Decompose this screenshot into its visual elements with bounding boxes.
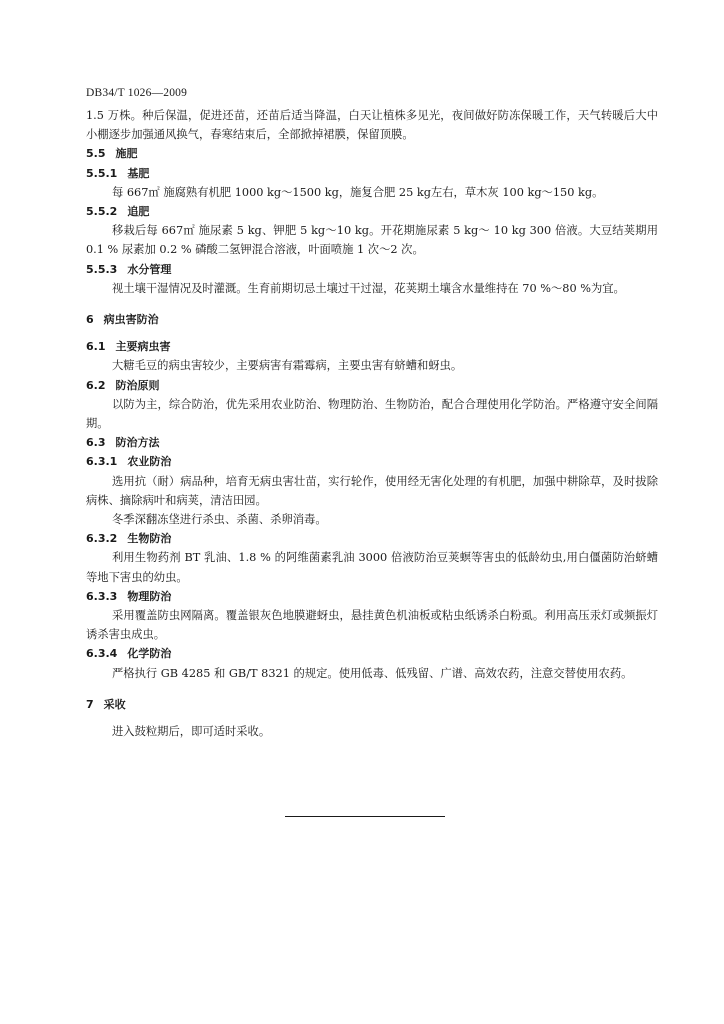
heading-5-5-1 xyxy=(86,164,658,183)
heading-title: 采收 xyxy=(103,697,126,711)
heading-title: 化学防治 xyxy=(127,647,172,661)
heading-title: 追肥 xyxy=(127,205,150,219)
heading-6-1 xyxy=(86,337,658,356)
intro-paragraph: 1.5 万株。种后保温，促进还苗，还苗后适当降温，白天让植株多见光，夜间做好防冻保暖工作，天气转暖后大中小棚逐步加强通风换气，春寒结束后，全部掀掉裙膜，保留顶膜。 xyxy=(86,109,658,142)
paragraph-control-principle: 以防为主，综合防治，优先采用农业防治、物理防治、生物防治，配合合理使用化学防治。严格遵守安全间隔期。 xyxy=(86,397,658,431)
paragraph-physical-control: 采用覆盖防虫网隔离。覆盖银灰色地膜避蚜虫，悬挂黄色机油板或粘虫纸诱杀白粉虱。利用高压汞灯或频振灯诱杀害虫成虫。 xyxy=(86,609,658,642)
heading-6-3-2 xyxy=(86,529,658,548)
heading-6-3-3 xyxy=(86,587,658,606)
heading-6-2 xyxy=(86,376,658,395)
paragraph-topdressing: 移栽后每 667㎡ 施尿素 5 kg、钾肥 5 kg～10 kg。开花期施尿素 5 kg～ 10 kg 300 倍液。大豆结荚期用 0.1 % 尿素加 0.2 % 磷酸二氢钾混合溶液，叶面喷施 1 次～2 次。 xyxy=(86,224,658,257)
heading-number: 7 xyxy=(86,697,94,711)
document-body xyxy=(86,106,658,741)
heading-number: 5.5 xyxy=(86,147,106,161)
heading-title: 物理防治 xyxy=(127,589,172,603)
heading-number: 6.2 xyxy=(86,378,106,392)
heading-6 xyxy=(86,310,658,329)
end-rule xyxy=(285,816,445,817)
heading-number: 5.5.3 xyxy=(86,262,118,276)
heading-title: 基肥 xyxy=(127,166,150,180)
document-code: DB34/T 1026—2009 xyxy=(86,87,188,99)
paragraph-chemical-control: 严格执行 GB 4285 和 GB/T 8321 的规定。使用低毒、低残留、广谱、高效农药，注意交替使用农药。 xyxy=(111,666,633,680)
paragraph-biological-control: 利用生物药剂 BT 乳油、1.8 % 的阿维菌素乳油 3000 倍液防治豆荚螟等害虫的低龄幼虫,用白僵菌防治蛴螬等地下害虫的幼虫。 xyxy=(86,551,658,584)
heading-title: 水分管理 xyxy=(127,262,172,276)
heading-title: 病虫害防治 xyxy=(103,313,159,327)
heading-6-3-4 xyxy=(86,644,658,663)
heading-number: 6.3 xyxy=(86,436,106,450)
heading-title: 防治原则 xyxy=(115,378,160,392)
heading-number: 6.3.1 xyxy=(86,455,118,469)
heading-6-3 xyxy=(86,433,658,452)
heading-title: 生物防治 xyxy=(127,532,172,546)
heading-5-5-2 xyxy=(86,202,658,221)
paragraph-agricultural-control: 选用抗（耐）病品种，培育无病虫害壮苗，实行轮作，使用经无害化处理的有机肥，加强中耕除草，及时拔除病株、摘除病叶和病荚，清洁田园。 xyxy=(86,474,658,507)
heading-title: 施肥 xyxy=(115,147,138,161)
heading-6-3-1 xyxy=(86,452,658,471)
heading-number: 6.3.4 xyxy=(86,647,118,661)
heading-number: 5.5.1 xyxy=(86,166,118,180)
heading-number: 6.3.3 xyxy=(86,589,118,603)
paragraph-harvest: 进入鼓粒期后，即可适时采收。 xyxy=(111,725,271,739)
paragraph-main-pests: 大糖毛豆的病虫害较少，主要病害有霜霉病，主要虫害有蛴螬和蚜虫。 xyxy=(111,359,463,373)
heading-title: 主要病虫害 xyxy=(115,340,171,354)
paragraph-winter-tillage: 冬季深翻冻垡进行杀虫、杀菌、杀卵消毒。 xyxy=(111,513,327,527)
heading-number: 6 xyxy=(86,313,94,327)
paragraph-base-fertilizer: 每 667㎡ 施腐熟有机肥 1000 kg～1500 kg，施复合肥 25 kg左右，草木灰 100 kg～150 kg。 xyxy=(111,185,604,199)
heading-title: 农业防治 xyxy=(127,455,172,469)
heading-title: 防治方法 xyxy=(115,436,160,450)
heading-number: 6.1 xyxy=(86,340,106,354)
heading-5-5-3 xyxy=(86,260,658,279)
heading-number: 6.3.2 xyxy=(86,532,118,546)
heading-7 xyxy=(86,695,658,714)
heading-5-5 xyxy=(86,144,658,163)
heading-number: 5.5.2 xyxy=(86,205,118,219)
paragraph-water-management: 视土壤干湿情况及时灌溉。生育前期切忌土壤过干过湿，花荚期土壤含水量维持在 70 %～80 %为宜。 xyxy=(111,281,625,295)
